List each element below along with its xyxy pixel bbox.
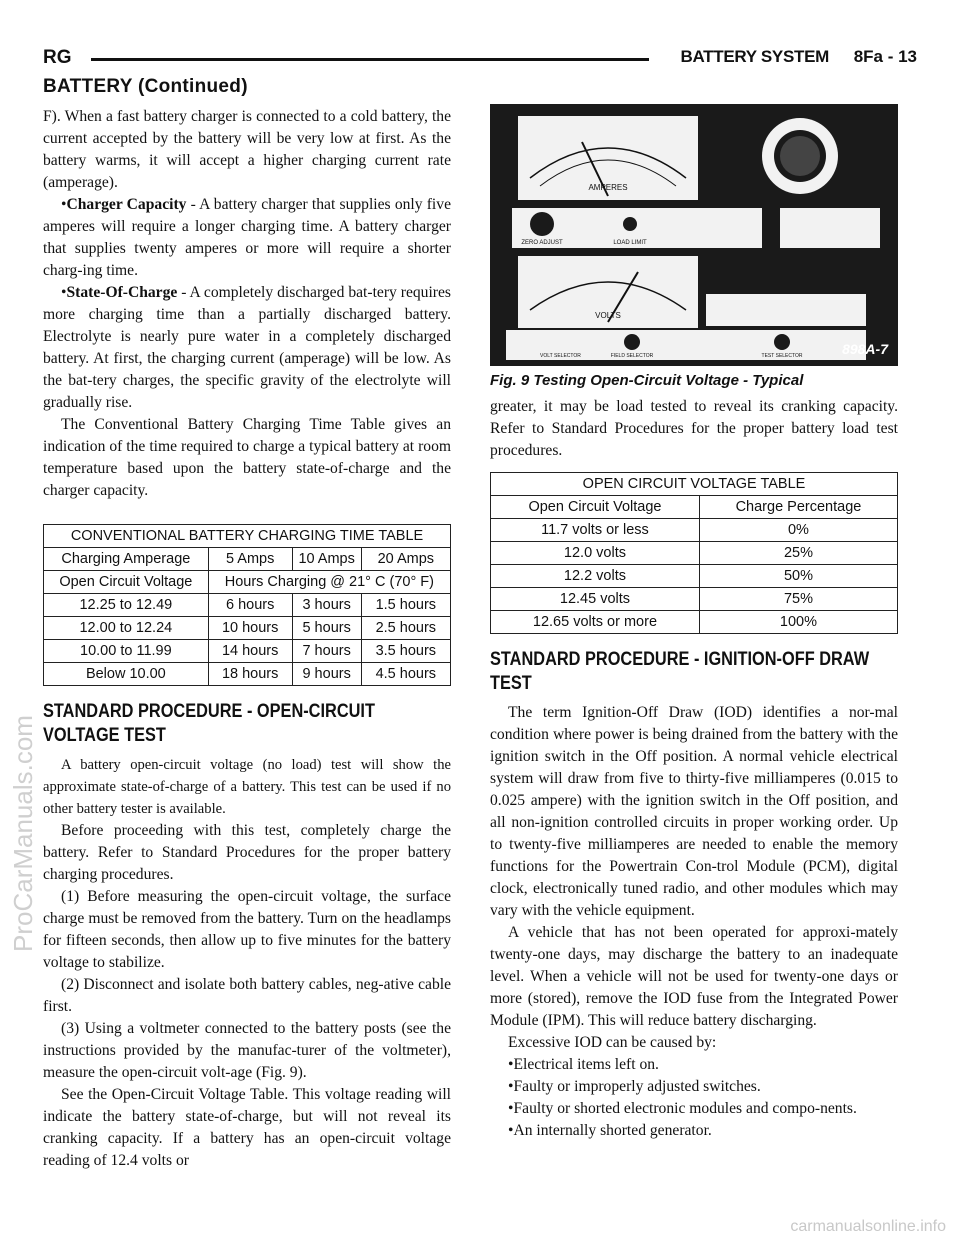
section-heading-iod: STANDARD PROCEDURE - IGNITION-OFF DRAW TEST (490, 649, 870, 694)
footer-watermark: carmanualsonline.info (790, 1218, 946, 1235)
table-cell: 3 hours (292, 594, 361, 617)
bullet-text: - A completely discharged bat-tery requires more charging time than a partially discharged battery. Electrolyte is nearly pure water in a completely discharged battery. At first, the charging current (amperage) will be low. As the bat-tery charges, the specific gravity of the electrolyte will gradually rise. (43, 284, 451, 411)
table-header-cell: 10 Amps (292, 548, 361, 571)
table-row (44, 617, 451, 640)
table-row (44, 640, 451, 663)
table-cell: 12.0 volts (491, 542, 700, 565)
paragraph: A battery open-circuit voltage (no load) test will show the approximate state-of-charge of a battery. This test can be used if no other battery tester is available. (43, 757, 451, 817)
table-cell: Below 10.00 (44, 663, 209, 686)
table-cell: 7 hours (292, 640, 361, 663)
table-header-cell: Open Circuit Voltage (491, 496, 700, 519)
table-cell: 1.5 hours (361, 594, 450, 617)
list-item (490, 1120, 898, 1142)
table-row (491, 565, 898, 588)
paragraph: (2) Disconnect and isolate both battery cables, neg-ative cable first. (43, 976, 451, 1015)
zero-adjust-label: ZERO ADJUST (521, 240, 563, 246)
table-cell: 18 hours (208, 663, 292, 686)
paragraph: Before proceeding with this test, completely charge the battery. Refer to Standard Procedures for the proper battery charging procedures. (43, 822, 451, 883)
bullet-text: - A battery charger that supplies only five amperes will require a longer charging time. A battery charger that supplies twenty amperes or more will require a shorter charg-ing time. (43, 196, 451, 279)
battery-tester-illustration (490, 104, 898, 366)
left-column (43, 106, 451, 1172)
table-header-span: Hours Charging @ 21° C (70° F) (208, 571, 450, 594)
table-cell: 2.5 hours (361, 617, 450, 640)
bullet-text: Faulty or shorted electronic modules and compo-nents. (513, 1100, 857, 1117)
table-row (491, 611, 898, 634)
header-rule (91, 58, 649, 61)
paragraph: F). When a fast battery charger is connected to a cold battery, the current accepted by the battery will be very low at first. As the battery warms, it will accept a higher charging current rate (amperage). (43, 108, 451, 191)
open-circuit-voltage-table (490, 472, 898, 634)
table-cell: 6 hours (208, 594, 292, 617)
paragraph: (1) Before measuring the open-circuit voltage, the surface charge must be removed from the battery. Turn on the headlamps for fifteen seconds, then allow up to five minutes for the battery voltage to stabilize. (43, 888, 451, 971)
paragraph: A vehicle that has not been operated for approxi-mately twenty-one days, may discharge the battery to an inadequate level. When a vehicle will not be used for twenty-one days or more (stored), remove the IOD fuse from the Integrated Power Module (IPM). This will reduce battery discharging. (490, 924, 898, 1029)
table-cell: 12.2 volts (491, 565, 700, 588)
load-limit-label: LOAD LIMIT (613, 240, 647, 246)
figure-code: 898A-7 (842, 341, 888, 357)
table-row (491, 519, 898, 542)
bullet-text: An internally shorted generator. (513, 1122, 712, 1139)
table-row (491, 588, 898, 611)
page-header (43, 42, 917, 72)
section-heading-ocv: STANDARD PROCEDURE - OPEN-CIRCUIT VOLTAGE TEST (43, 701, 375, 746)
paragraph: The Conventional Battery Charging Time Table gives an indication of the time required to charge a typical battery at room temperature based upon the battery state-of-charge and the charger capacity. (43, 416, 451, 499)
table-cell: 14 hours (208, 640, 292, 663)
test-selector-label: TEST SELECTOR (761, 353, 803, 359)
bullet-term: State-Of-Charge (66, 284, 178, 301)
table-cell: 100% (699, 611, 897, 634)
bullet-term: Charger Capacity (66, 196, 187, 213)
charging-time-table (43, 524, 451, 686)
header-page-number: 8Fa - 13 (853, 47, 917, 66)
iod-bullet-list (490, 1054, 898, 1142)
figure-battery-tester (490, 104, 898, 366)
table-row (491, 542, 898, 565)
table-cell: 9 hours (292, 663, 361, 686)
table-header-cell: Charging Amperage (44, 548, 209, 571)
bullet-icon: • (508, 1056, 514, 1073)
bullet-charger-capacity: •Charger Capacity - A battery charger that supplies only five amperes will require a longer charging time. A battery charger that supplies twenty amperes or more will require a shorter charg-ing time. (43, 196, 451, 279)
right-column (490, 104, 898, 1142)
list-item (490, 1098, 898, 1120)
table-cell: 12.65 volts or more (491, 611, 700, 634)
table-cell: 12.25 to 12.49 (44, 594, 209, 617)
table-cell: 5 hours (292, 617, 361, 640)
list-item (490, 1076, 898, 1098)
table-title: OPEN CIRCUIT VOLTAGE TABLE (491, 473, 898, 496)
amperes-label: AMPERES (588, 183, 628, 192)
table-row (44, 663, 451, 686)
paragraph: Excessive IOD can be caused by: (508, 1034, 717, 1051)
volt-selector-label: VOLT SELECTOR (540, 353, 581, 359)
table-cell: 75% (699, 588, 897, 611)
table-cell: 50% (699, 565, 897, 588)
table-header-cell: Charge Percentage (699, 496, 897, 519)
table-row (44, 594, 451, 617)
table-cell: 0% (699, 519, 897, 542)
table-cell: 12.00 to 12.24 (44, 617, 209, 640)
paragraph: (3) Using a voltmeter connected to the battery posts (see the instructions provided by the manufac-turer of the voltmeter), measure the open-circuit volt-age (Fig. 9). (43, 1020, 451, 1081)
table-cell: 25% (699, 542, 897, 565)
paragraph: The term Ignition-Off Draw (IOD) identifies a nor-mal condition where power is being drained from the battery with the ignition switch in the Off position. A normal vehicle electrical system will draw from five to thirty-five milliamperes (0.015 to 0.025 ampere) with the ignition switch in the Off position, and all non-ignition controlled circuits in proper working order. Up to twenty-five milliamperes are needed to enable the memory functions for the Powertrain Con-trol Module (PCM), digital clock, electronically tuned radio, and other modules which may vary with the vehicle equipment. (490, 704, 898, 919)
table-cell: 4.5 hours (361, 663, 450, 686)
volts-label: VOLTS (595, 311, 621, 320)
bullet-text: Faulty or improperly adjusted switches. (513, 1078, 761, 1095)
bullet-icon: • (508, 1122, 514, 1139)
table-header-cell: 5 Amps (208, 548, 292, 571)
table-cell: 12.45 volts (491, 588, 700, 611)
table-header-cell: Open Circuit Voltage (44, 571, 209, 594)
list-item (490, 1054, 898, 1076)
table-cell: 3.5 hours (361, 640, 450, 663)
continued-title: BATTERY (Continued) (43, 76, 248, 97)
field-selector-label: FIELD SELECTOR (610, 353, 654, 359)
figure-caption: Fig. 9 Testing Open-Circuit Voltage - Typical (490, 372, 804, 389)
side-watermark: ProCarManuals.com (8, 715, 38, 952)
table-header-cell: 20 Amps (361, 548, 450, 571)
bullet-text: Electrical items left on. (513, 1056, 659, 1073)
header-section-title: BATTERY SYSTEM (680, 47, 829, 66)
table-cell: 10.00 to 11.99 (44, 640, 209, 663)
bullet-icon: • (508, 1100, 514, 1117)
bullet-state-of-charge: •State-Of-Charge - A completely discharged bat-tery requires more charging time than a partially discharged battery. Electrolyte is nearly pure water in a completely discharged battery. At first, the charging current (amperage) will be low. As the bat-tery charges, the specific gravity of the electrolyte will gradually rise. (43, 284, 451, 411)
paragraph: greater, it may be load tested to reveal its cranking capacity. Refer to Standard Procedures for the proper battery load test procedures. (490, 398, 898, 459)
header-left-code: RG (43, 47, 72, 68)
table-cell: 10 hours (208, 617, 292, 640)
table-title: CONVENTIONAL BATTERY CHARGING TIME TABLE (44, 525, 451, 548)
bullet-icon: • (508, 1078, 514, 1095)
paragraph: See the Open-Circuit Voltage Table. This voltage reading will indicate the battery state-of-charge, but will not reveal its cranking capacity. If a battery has an open-circuit voltage reading of 12.4 volts or (43, 1086, 451, 1169)
table-cell: 11.7 volts or less (491, 519, 700, 542)
